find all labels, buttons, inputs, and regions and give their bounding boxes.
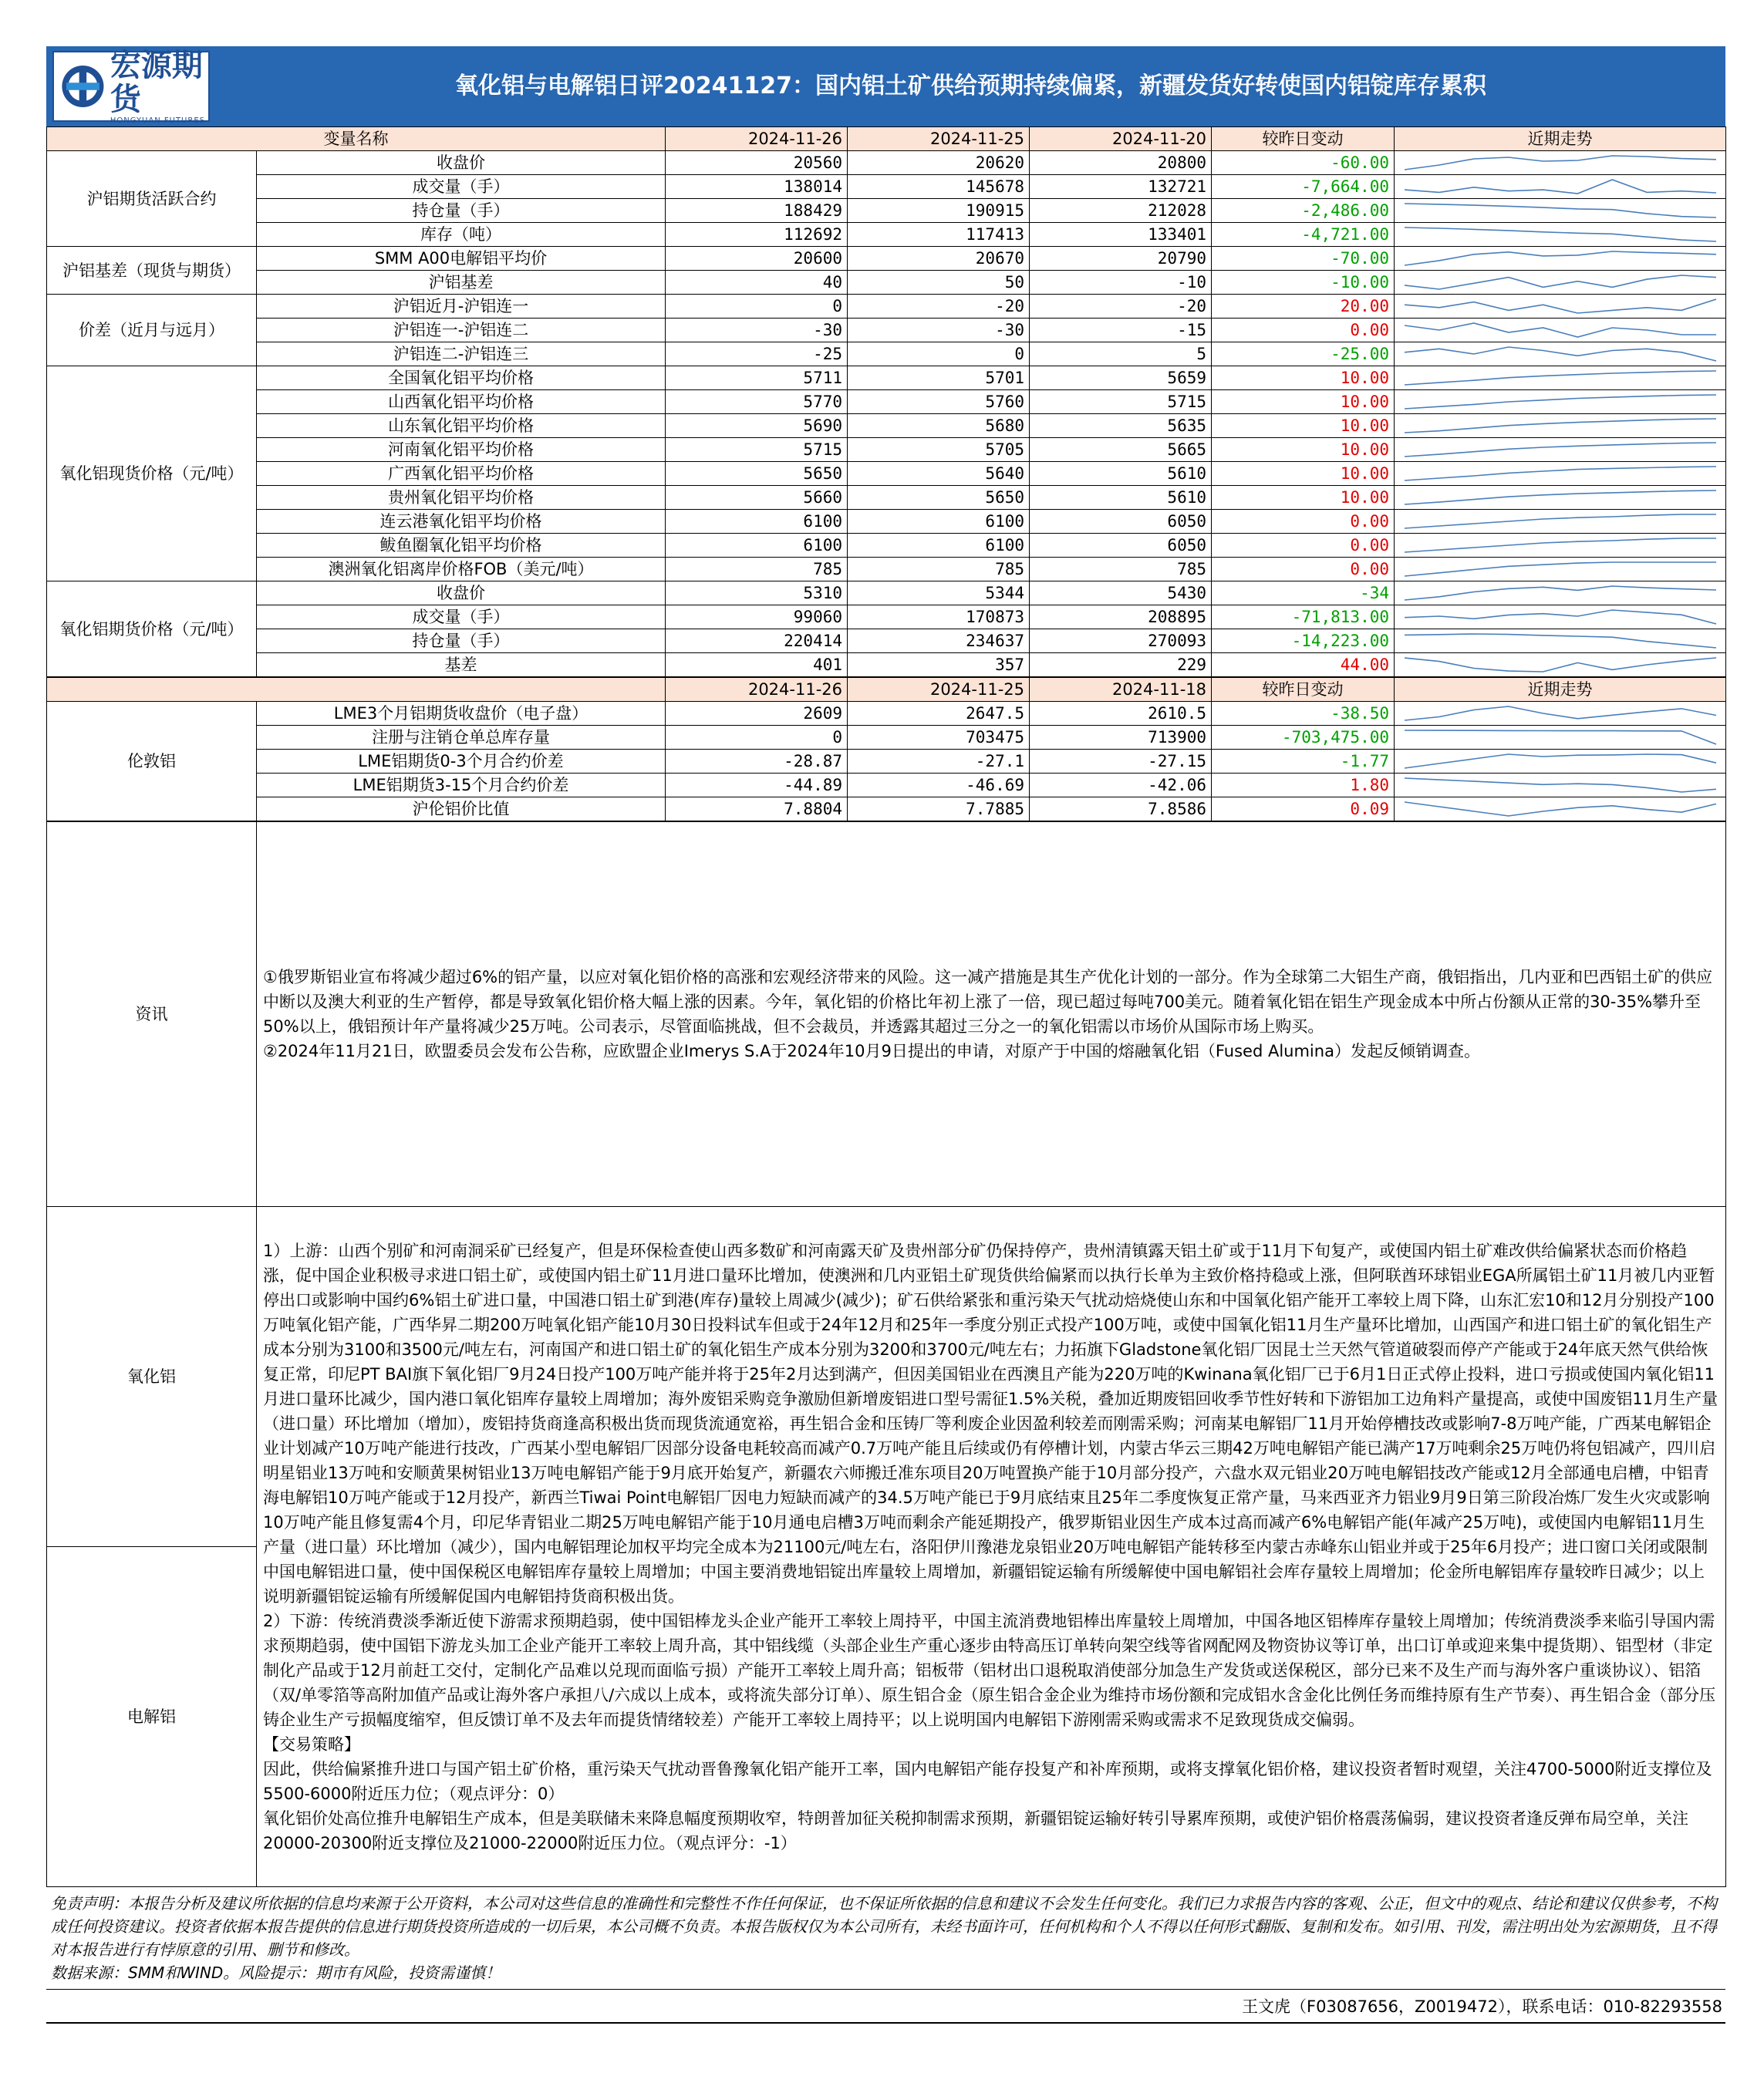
- value-latest: 5711: [666, 366, 848, 390]
- value-latest: 188429: [666, 199, 848, 223]
- table-row: [47, 175, 1726, 199]
- recent-trend: [1395, 726, 1726, 750]
- value-previous: 190915: [848, 199, 1030, 223]
- trend-sparkline: [1401, 726, 1720, 748]
- variable-name: LME铝期货3-15个月合约价差: [257, 774, 666, 797]
- daily-change: -25.00: [1212, 342, 1395, 366]
- variable-name: 基差: [257, 653, 666, 677]
- value-earlier: 229: [1030, 653, 1212, 677]
- value-previous: 2647.5: [848, 702, 1030, 726]
- value-earlier: 5610: [1030, 486, 1212, 510]
- value-latest: 0: [666, 295, 848, 319]
- trend-line: [1405, 419, 1716, 433]
- variable-name: 贵州氧化铝平均价格: [257, 486, 666, 510]
- value-latest: 5715: [666, 438, 848, 462]
- value-previous: 5680: [848, 414, 1030, 438]
- value-previous: 6100: [848, 534, 1030, 558]
- trend-sparkline: [1401, 343, 1720, 365]
- trend-line: [1405, 395, 1716, 409]
- variable-name: 广西氧化铝平均价格: [257, 462, 666, 486]
- value-latest: -25: [666, 342, 848, 366]
- table-row: [47, 390, 1726, 414]
- report-title: 氧化铝与电解铝日评20241127：国内铝土矿供给预期持续偏紧，新疆发货好转使国内铝锭库存累积: [455, 72, 1486, 99]
- value-latest: 220414: [666, 629, 848, 653]
- value-previous: 5640: [848, 462, 1030, 486]
- trend-sparkline: [1401, 367, 1720, 389]
- trend-sparkline: [1401, 463, 1720, 484]
- recent-trend: [1395, 702, 1726, 726]
- recent-trend: [1395, 414, 1726, 438]
- value-earlier: 785: [1030, 558, 1212, 581]
- variable-name: 澳洲氧化铝离岸价格FOB（美元/吨）: [257, 558, 666, 581]
- value-earlier: 212028: [1030, 199, 1212, 223]
- value-previous: 5650: [848, 486, 1030, 510]
- table-row: [47, 151, 1726, 175]
- table-row: [47, 271, 1726, 295]
- variable-name: 成交量（手）: [257, 605, 666, 629]
- trend-line: [1405, 538, 1716, 552]
- daily-change: 0.09: [1212, 797, 1395, 821]
- trend-line: [1405, 562, 1716, 576]
- trend-line: [1405, 180, 1716, 194]
- daily-change: -7,664.00: [1212, 175, 1395, 199]
- value-latest: 20560: [666, 151, 848, 175]
- market-data-table: [46, 126, 1726, 677]
- trend-line: [1405, 706, 1716, 720]
- news-paragraph-2: ②2024年11月21日，欧盟委员会发布公告称，应欧盟企业Imerys S.A于2024年10月9日提出的申请，对原产于中国的熔融氧化铝（Fused Alumina）发起反倾销调查。: [263, 1042, 1480, 1060]
- value-previous: -20: [848, 295, 1030, 319]
- value-latest: 99060: [666, 605, 848, 629]
- value-previous: 357: [848, 653, 1030, 677]
- trend-line: [1405, 778, 1716, 792]
- trend-line: [1405, 730, 1716, 744]
- table-header-row: [47, 127, 1726, 151]
- daily-change: -1.77: [1212, 750, 1395, 774]
- category-label: 沪铝基差（现货与期货）: [47, 247, 257, 295]
- trend-sparkline: [1401, 176, 1720, 197]
- value-previous: 5344: [848, 581, 1030, 605]
- value-previous: 50: [848, 271, 1030, 295]
- trend-line: [1405, 299, 1716, 313]
- daily-change: -14,223.00: [1212, 629, 1395, 653]
- value-latest: 6100: [666, 534, 848, 558]
- value-earlier: 713900: [1030, 726, 1212, 750]
- value-previous: 5760: [848, 390, 1030, 414]
- header-change: 较昨日变动: [1212, 127, 1395, 151]
- variable-name: 全国氧化铝平均价格: [257, 366, 666, 390]
- value-earlier: 20800: [1030, 151, 1212, 175]
- daily-change: 10.00: [1212, 462, 1395, 486]
- value-earlier: 5635: [1030, 414, 1212, 438]
- table-row: [47, 319, 1726, 342]
- header-change: 较昨日变动: [1212, 678, 1395, 702]
- analysis-content: [257, 1207, 1726, 1887]
- daily-change: 0.00: [1212, 558, 1395, 581]
- daily-change: -4,721.00: [1212, 223, 1395, 247]
- recent-trend: [1395, 629, 1726, 653]
- table-row: [47, 774, 1726, 797]
- table-row: [47, 223, 1726, 247]
- value-latest: 40: [666, 271, 848, 295]
- analysis-paragraph-upstream: 1）上游：山西个别矿和河南洞采矿已经复产，但是环保检查使山西多数矿和河南露天矿及贵州部分矿仍保持停产，贵州清镇露天铝土矿或于11月下旬复产，或使国内铝土矿难改供给偏紧状态而价格趋涨，促中国企业积极寻求进口铝土矿，或使国内铝土矿11月进口量环比增加，使澳洲和几内亚铝土矿现货供给偏紧而以执行长单为主致价格持稳或上涨，但阿联酋环球铝业EGA所属铝土矿11月被几内亚暂停出口或影响中国约6%铝土矿进口量，中国港口铝土矿到港(库存)量较上周减少(减少)；矿石供给紧张和重污染天气扰动焙烧使山东和中国氧化铝产能开工率较上周下降，山东汇宏10和12月分别投产100万吨氧化铝产能，广西华昇二期200万吨氧化铝产能10月30日投料试车但或于24年12月和25年一季度分别正式投产100万吨，或使中国氧化铝11月生产量环比增加，山西国产和进口铝土矿的氧化铝生产成本分别为3100和3500元/吨左右，河南国产和进口铝土矿的氧化铝生产成本分别为3200和3700元/吨左右；力拓旗下Gladstone氧化铝厂因昆士兰天然气管道破裂而停产产能或于24年底天然气供给恢复正常，印尼PT BAI旗下氧化铝厂9月24日投产100万吨产能并将于25年2月达到满产，但因美国铝业在西澳且产能为220万吨的Kwinana氧化铝厂已于6月1日正式停止投料，进口亏损或使国内氧化铝11月进口量环比减少，国内港口氧化铝库存量较上周增加；海外废铝采购竞争激励但新增废铝进口型号需征1.5%关税，叠加近期废铝回收季节性好转和下游铝加工边角料产量提高，或使中国废铝11月生产量（进口量）环比增加（增加），废铝持货商逢高积极出货而现货流通宽裕，再生铝合金和压铸厂等利废企业因盈利较差而刚需采购；河南某电解铝厂11月开始停槽技改或影响7-8万吨产能，广西某电解铝企业计划减产10万吨产能进行技改，广西某小型电解铝厂因部分设备电耗较高而减产0.7万吨产能且后续或仍有停槽计划，内蒙古华云三期42万吨电解铝产能已满产17万吨剩余25万吨仍将包铝减产，四川启明星铝业13万吨和安顺黄果树铝业13万吨电解铝产能于9月底开始复产，新疆农六师搬迁准东项目20万吨置换产能于10月部分投产，六盘水双元铝业20万吨电解铝技改产能或12月全部通电启槽，中铝青海电解铝10万吨产能或于12月投产，新西兰Tiwai Point电解铝厂因电力短缺而减产的34.5万吨产能已于9月底结束且25年二季度恢复正常产量，马来西亚齐力铝业9月9日第三阶段冶炼厂发生火灾或影响10万吨产能且修复需4个月，印尼华青铝业二期25万吨电解铝产能于10月通电启槽3万吨而剩余产能延期投产，俄罗斯铝业因生产成本过高而减产6%电解铝产能(年减产25万吨)，或使国内电解铝11月生产量（进口量）环比增加（减少），国内电解铝理论加权平均完全成本为21100元/吨左右，洛阳伊川豫港龙泉铝业20万吨电解铝产能转移至内蒙古赤峰东山铝业并或于25年6月投产；进口窗口关闭或限制中国电解铝进口量，使中国保税区电解铝库存量较上周增加；中国主要消费地铝锭出库量较上周增加，新疆铝锭运输有所缓解使中国电解铝社会库存量较上周增加；伦金所电解铝库存量较昨日减少；以上说明新疆铝锭运输有所缓解促国内电解铝持货商积极出货。: [263, 1241, 1718, 1606]
- trend-sparkline: [1401, 798, 1720, 820]
- alumina-label: 氧化铝: [47, 1207, 256, 1547]
- table-row: [47, 366, 1726, 390]
- recent-trend: [1395, 390, 1726, 414]
- value-latest: 0: [666, 726, 848, 750]
- analysis-labels: [47, 1207, 257, 1887]
- table-row: [47, 486, 1726, 510]
- variable-name: 沪铝近月-沪铝连一: [257, 295, 666, 319]
- header-date-1: 2024-11-26: [666, 678, 848, 702]
- report-header: [46, 46, 1725, 126]
- category-label: 氧化铝现货价格（元/吨）: [47, 366, 257, 581]
- report-page: [46, 46, 1725, 2024]
- value-latest: 138014: [666, 175, 848, 199]
- trend-sparkline: [1401, 630, 1720, 652]
- trend-sparkline: [1401, 319, 1720, 341]
- table-row: [47, 462, 1726, 486]
- recent-trend: [1395, 175, 1726, 199]
- table-row: [47, 653, 1726, 677]
- daily-change: 20.00: [1212, 295, 1395, 319]
- trend-line: [1405, 323, 1716, 337]
- table-row: [47, 414, 1726, 438]
- daily-change: 10.00: [1212, 390, 1395, 414]
- value-latest: 5660: [666, 486, 848, 510]
- value-earlier: 5665: [1030, 438, 1212, 462]
- trend-line: [1405, 467, 1716, 480]
- value-latest: 7.8804: [666, 797, 848, 821]
- trend-line: [1405, 610, 1716, 624]
- value-latest: -28.87: [666, 750, 848, 774]
- category-label: 氧化铝期货价格（元/吨）: [47, 581, 257, 677]
- recent-trend: [1395, 199, 1726, 223]
- variable-name: 库存（吨）: [257, 223, 666, 247]
- daily-change: 10.00: [1212, 414, 1395, 438]
- news-content: [257, 822, 1726, 1207]
- recent-trend: [1395, 797, 1726, 821]
- variable-name: SMM A00电解铝平均价: [257, 247, 666, 271]
- company-logo: 宏源期货 HONGYUAN FUTURES: [52, 51, 210, 122]
- hongyuan-logo-icon: [60, 58, 106, 115]
- value-earlier: -15: [1030, 319, 1212, 342]
- value-earlier: 6050: [1030, 510, 1212, 534]
- recent-trend: [1395, 774, 1726, 797]
- daily-change: 0.00: [1212, 534, 1395, 558]
- category-label: 价差（近月与远月）: [47, 295, 257, 366]
- variable-name: LME铝期货0-3个月合约价差: [257, 750, 666, 774]
- daily-change: 10.00: [1212, 438, 1395, 462]
- recent-trend: [1395, 271, 1726, 295]
- variable-name: 注册与注销仓单总库存量: [257, 726, 666, 750]
- value-latest: -30: [666, 319, 848, 342]
- value-previous: 170873: [848, 605, 1030, 629]
- value-earlier: 5: [1030, 342, 1212, 366]
- variable-name: 河南氧化铝平均价格: [257, 438, 666, 462]
- value-earlier: 5610: [1030, 462, 1212, 486]
- trend-sparkline: [1401, 439, 1720, 460]
- table-row: [47, 629, 1726, 653]
- daily-change: 44.00: [1212, 653, 1395, 677]
- value-latest: 5770: [666, 390, 848, 414]
- table-row: [47, 342, 1726, 366]
- data-source: 数据来源：SMM和WIND。风险提示：期市有风险，投资需谨慎！: [51, 1963, 501, 1982]
- value-earlier: 5430: [1030, 581, 1212, 605]
- value-latest: 401: [666, 653, 848, 677]
- strategy-alumina: 因此，供给偏紧推升进口与国产铝土矿价格，重污染天气扰动晋鲁豫氧化铝产能开工率，国内电解铝产能存投复产和补库预期，或将支撑氧化铝价格，建议投资者暂时观望，关注4700-5000附近支撑位及5500-6000附近压力位；（观点评分：0）: [263, 1759, 1712, 1803]
- strategy-aluminum: 氧化铝价处高位推升电解铝生产成本，但是美联储未来降息幅度预期收窄，特朗普加征关税抑制需求预期，新疆铝锭运输好转引导累库预期，或使沪铝价格震荡偏弱，建议投资者逢反弹布局空单，关注20000-20300附近支撑位及21000-22000附近压力位。（观点评分：-1）: [263, 1808, 1688, 1852]
- value-earlier: 208895: [1030, 605, 1212, 629]
- variable-name: 沪铝基差: [257, 271, 666, 295]
- header-trend: 近期走势: [1395, 127, 1726, 151]
- trend-line: [1405, 802, 1716, 816]
- daily-change: -10.00: [1212, 271, 1395, 295]
- value-previous: -30: [848, 319, 1030, 342]
- variable-name: 鲅鱼圈氧化铝平均价格: [257, 534, 666, 558]
- variable-name: 持仓量（手）: [257, 629, 666, 653]
- value-earlier: 133401: [1030, 223, 1212, 247]
- value-previous: 5701: [848, 366, 1030, 390]
- value-earlier: -20: [1030, 295, 1212, 319]
- recent-trend: [1395, 558, 1726, 581]
- variable-name: 收盘价: [257, 581, 666, 605]
- value-earlier: -10: [1030, 271, 1212, 295]
- recent-trend: [1395, 342, 1726, 366]
- analyst-contact: 王文虎（F03087656，Z0019472），联系电话：010-82293558: [46, 1990, 1725, 2024]
- trend-line: [1405, 204, 1716, 217]
- table-row: [47, 247, 1726, 271]
- value-previous: 117413: [848, 223, 1030, 247]
- recent-trend: [1395, 151, 1726, 175]
- trend-sparkline: [1401, 152, 1720, 174]
- trend-line: [1405, 251, 1716, 265]
- header-trend: 近期走势: [1395, 678, 1726, 702]
- trend-line: [1405, 658, 1716, 672]
- daily-change: 10.00: [1212, 366, 1395, 390]
- category-label: 伦敦铝: [47, 702, 257, 821]
- trend-line: [1405, 275, 1716, 289]
- value-earlier: 20790: [1030, 247, 1212, 271]
- header-date-2: 2024-11-25: [848, 678, 1030, 702]
- news-label: 资讯: [47, 822, 257, 1207]
- trend-sparkline: [1401, 487, 1720, 508]
- trend-sparkline: [1401, 271, 1720, 293]
- value-previous: 7.7885: [848, 797, 1030, 821]
- trend-line: [1405, 634, 1716, 648]
- variable-name: 连云港氧化铝平均价格: [257, 510, 666, 534]
- variable-name: LME3个月铝期货收盘价（电子盘）: [257, 702, 666, 726]
- table-row: [47, 797, 1726, 821]
- value-earlier: -27.15: [1030, 750, 1212, 774]
- value-earlier: -42.06: [1030, 774, 1212, 797]
- recent-trend: [1395, 247, 1726, 271]
- recent-trend: [1395, 653, 1726, 677]
- table-row: [47, 534, 1726, 558]
- strategy-title: 【交易策略】: [263, 1734, 360, 1754]
- value-previous: 0: [848, 342, 1030, 366]
- value-latest: 6100: [666, 510, 848, 534]
- variable-name: 持仓量（手）: [257, 199, 666, 223]
- daily-change: 0.00: [1212, 510, 1395, 534]
- variable-name: 沪伦铝价比值: [257, 797, 666, 821]
- daily-change: -38.50: [1212, 702, 1395, 726]
- header-date-3: 2024-11-18: [1030, 678, 1212, 702]
- value-earlier: 7.8586: [1030, 797, 1212, 821]
- value-latest: -44.89: [666, 774, 848, 797]
- daily-change: -71,813.00: [1212, 605, 1395, 629]
- variable-name: 成交量（手）: [257, 175, 666, 199]
- value-latest: 5310: [666, 581, 848, 605]
- header-variable-name: 变量名称: [47, 127, 666, 151]
- daily-change: 0.00: [1212, 319, 1395, 342]
- value-latest: 2609: [666, 702, 848, 726]
- value-previous: 703475: [848, 726, 1030, 750]
- recent-trend: [1395, 462, 1726, 486]
- daily-change: -70.00: [1212, 247, 1395, 271]
- recent-trend: [1395, 366, 1726, 390]
- value-previous: 785: [848, 558, 1030, 581]
- trend-sparkline: [1401, 558, 1720, 580]
- trend-sparkline: [1401, 534, 1720, 556]
- variable-name: 山东氧化铝平均价格: [257, 414, 666, 438]
- value-previous: -27.1: [848, 750, 1030, 774]
- daily-change: 10.00: [1212, 486, 1395, 510]
- table-row: [47, 199, 1726, 223]
- variable-name: 沪铝连二-沪铝连三: [257, 342, 666, 366]
- variable-name: 山西氧化铝平均价格: [257, 390, 666, 414]
- value-latest: 785: [666, 558, 848, 581]
- table-row: [47, 558, 1726, 581]
- news-paragraph-1: ①俄罗斯铝业宣布将减少超过6%的铝产量，以应对氧化铝价格的高涨和宏观经济带来的风险。这一减产措施是其生产优化计划的一部分。作为全球第二大铝生产商，俄铝指出，几内亚和巴西铝土矿的供应中断以及澳大利亚的生产暂停，都是导致氧化铝价格大幅上涨的因素。今年，氧化铝的价格比年初上涨了一倍，现已超过每吨700美元。随着氧化铝在铝生产现金成本中所占份额从正常的30-35%攀升至50%以上，俄铝预计年产量将减少25万吨。公司表示，尽管面临挑战，但不会裁员，并透露其超过三分之一的氧化铝需以市场价从国际市场上购买。: [263, 968, 1713, 1036]
- table-row: [47, 581, 1726, 605]
- recent-trend: [1395, 319, 1726, 342]
- header-date-1: 2024-11-26: [666, 127, 848, 151]
- value-previous: 20620: [848, 151, 1030, 175]
- trend-line: [1405, 754, 1716, 768]
- value-earlier: 132721: [1030, 175, 1212, 199]
- trend-sparkline: [1401, 774, 1720, 796]
- trend-line: [1405, 514, 1716, 528]
- header-date-2: 2024-11-25: [848, 127, 1030, 151]
- recent-trend: [1395, 510, 1726, 534]
- trend-sparkline: [1401, 511, 1720, 532]
- recent-trend: [1395, 605, 1726, 629]
- daily-change: -34: [1212, 581, 1395, 605]
- value-latest: 5650: [666, 462, 848, 486]
- value-previous: 234637: [848, 629, 1030, 653]
- table-row: [47, 702, 1726, 726]
- value-earlier: 5715: [1030, 390, 1212, 414]
- aluminum-label: 电解铝: [127, 1707, 176, 1726]
- value-previous: 20670: [848, 247, 1030, 271]
- value-earlier: 5659: [1030, 366, 1212, 390]
- daily-change: 1.80: [1212, 774, 1395, 797]
- table-row: [47, 295, 1726, 319]
- value-previous: 5705: [848, 438, 1030, 462]
- value-previous: 6100: [848, 510, 1030, 534]
- recent-trend: [1395, 534, 1726, 558]
- trend-line: [1405, 371, 1716, 385]
- header-blank: [47, 678, 666, 702]
- trend-line: [1405, 490, 1716, 504]
- trend-sparkline: [1401, 200, 1720, 221]
- trend-sparkline: [1401, 582, 1720, 604]
- trend-sparkline: [1401, 703, 1720, 724]
- category-label: 沪铝期货活跃合约: [47, 151, 257, 247]
- value-latest: 20600: [666, 247, 848, 271]
- commentary-table: [46, 821, 1726, 1887]
- table-row: [47, 438, 1726, 462]
- trend-line: [1405, 443, 1716, 457]
- trend-sparkline: [1401, 750, 1720, 772]
- trend-sparkline: [1401, 415, 1720, 437]
- value-previous: 145678: [848, 175, 1030, 199]
- trend-sparkline: [1401, 391, 1720, 413]
- table-row: [47, 726, 1726, 750]
- value-latest: 112692: [666, 223, 848, 247]
- value-previous: -46.69: [848, 774, 1030, 797]
- trend-sparkline: [1401, 654, 1720, 676]
- variable-name: 收盘价: [257, 151, 666, 175]
- recent-trend: [1395, 295, 1726, 319]
- daily-change: -703,475.00: [1212, 726, 1395, 750]
- recent-trend: [1395, 486, 1726, 510]
- trend-line: [1405, 228, 1716, 241]
- recent-trend: [1395, 750, 1726, 774]
- variable-name: 沪铝连一-沪铝连二: [257, 319, 666, 342]
- recent-trend: [1395, 223, 1726, 247]
- recent-trend: [1395, 438, 1726, 462]
- trend-line: [1405, 347, 1716, 361]
- daily-change: -2,486.00: [1212, 199, 1395, 223]
- trend-sparkline: [1401, 248, 1720, 269]
- value-earlier: 2610.5: [1030, 702, 1212, 726]
- header-date-3: 2024-11-20: [1030, 127, 1212, 151]
- trend-sparkline: [1401, 224, 1720, 245]
- lme-data-table: [46, 677, 1726, 821]
- value-latest: 5690: [666, 414, 848, 438]
- trend-sparkline: [1401, 606, 1720, 628]
- trend-line: [1405, 156, 1716, 170]
- trend-line: [1405, 586, 1716, 600]
- table-row: [47, 510, 1726, 534]
- daily-change: -60.00: [1212, 151, 1395, 175]
- value-earlier: 270093: [1030, 629, 1212, 653]
- table-row: [47, 750, 1726, 774]
- trend-sparkline: [1401, 295, 1720, 317]
- disclaimer: [46, 1887, 1725, 1990]
- recent-trend: [1395, 581, 1726, 605]
- value-earlier: 6050: [1030, 534, 1212, 558]
- table-row: [47, 605, 1726, 629]
- disclaimer-text: 免责声明：本报告分析及建议所依据的信息均来源于公开资料，本公司对这些信息的准确性和完整性不作任何保证，也不保证所依据的信息和建议不会发生任何变化。我们已力求报告内容的客观、公正，但文中的观点、结论和建议仅供参考，不构成任何投资建议。投资者依据本报告提供的信息进行期货投资所造成的一切后果，本公司概不负责。本报告版权仅为本公司所有，未经书面许可，任何机构和个人不得以任何形式翻版、复制和发布。如引用、刊发，需注明出处为宏源期货，且不得对本报告进行有悖原意的引用、删节和修改。: [51, 1894, 1717, 1959]
- table-header-row: [47, 678, 1726, 702]
- analysis-paragraph-downstream: 2）下游：传统消费淡季渐近使下游需求预期趋弱，使中国铝棒龙头企业产能开工率较上周持平，中国主流消费地铝棒出库量较上周增加，中国各地区铝棒库存量较上周增加；传统消费淡季来临引导国内需求预期趋弱，使中国铝下游龙头加工企业产能开工率较上周升高，其中铝线缆（头部企业生产重心逐步由特高压订单转向架空线等省网配网及物资协议等订单，出口订单或迎来集中提货期）、铝型材（非定制化产品或于12月前赶工交付，定制化产品难以兑现而面临亏损）产能开工率较上周升高；铝板带（铝材出口退税取消使部分加急生产发货或送保税区，部分已来不及生产而与海外客户重谈协议）、铝箔（双/单零箔等高附加值产品或让海外客户承担八/六成以上成本，或将流失部分订单）、原生铝合金（原生铝合金企业为维持市场份额和完成铝水含金化比例任务而维持原有生产节奏）、再生铝合金（部分压铸企业生产亏损幅度缩窄，但反馈订单不及去年而提货情绪较差）产能开工率较上周持平；以上说明国内电解铝下游刚需采购或需求不足致现货成交偏弱。: [263, 1611, 1716, 1729]
